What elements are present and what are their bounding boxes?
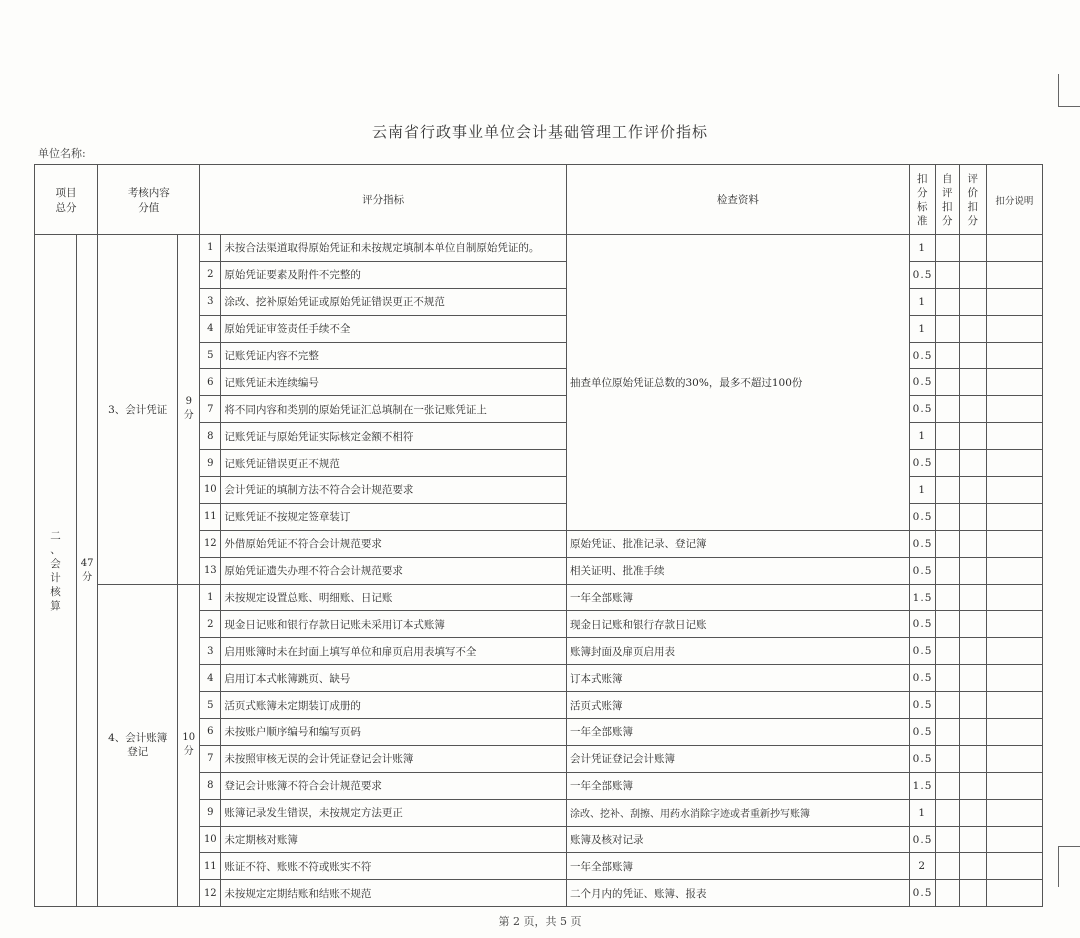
- header-project: 项目 总分: [35, 165, 98, 235]
- crop-mark-top: [1058, 74, 1080, 107]
- self-deduct-cell: [935, 261, 959, 288]
- row-number: 11: [200, 853, 221, 880]
- indicator-text: 原始凭证遗失办理不符合会计规范要求: [221, 557, 567, 584]
- material-text: 相关证明、批准手续: [567, 557, 910, 584]
- note-cell: [986, 423, 1042, 450]
- row-number: 3: [200, 638, 221, 665]
- deduct-standard: 1: [909, 315, 935, 342]
- eval-deduct-cell: [959, 315, 986, 342]
- row-number: 4: [200, 665, 221, 692]
- note-cell: [986, 853, 1042, 880]
- indicator-text: 未按账户顺序编号和编写页码: [221, 719, 567, 746]
- deduct-standard: 0.5: [909, 530, 935, 557]
- table-row: [35, 235, 1043, 262]
- indicator-text: 原始凭证要素及附件不完整的: [221, 261, 567, 288]
- eval-deduct-cell: [959, 745, 986, 772]
- row-number: 10: [200, 826, 221, 853]
- row-number: 11: [200, 503, 221, 530]
- indicator-text: 记账凭证与原始凭证实际核定金额不相符: [221, 423, 567, 450]
- material-text: 现金日记账和银行存款日记账: [567, 611, 910, 638]
- row-number: 6: [200, 369, 221, 396]
- material-text: 订本式账簿: [567, 665, 910, 692]
- row-number: 1: [200, 235, 221, 262]
- project-name: 二 、 会 计 核 算: [35, 235, 77, 907]
- indicator-text: 外借原始凭证不符合会计规范要求: [221, 530, 567, 557]
- indicator-text: 账证不符、账账不符或账实不符: [221, 853, 567, 880]
- self-deduct-cell: [935, 853, 959, 880]
- deduct-standard: 1: [909, 423, 935, 450]
- note-cell: [986, 772, 1042, 799]
- row-number: 10: [200, 477, 221, 504]
- section-name: 4、会计账簿 登记: [98, 584, 178, 907]
- deduct-standard: 1: [909, 235, 935, 262]
- note-cell: [986, 369, 1042, 396]
- self-deduct-cell: [935, 342, 959, 369]
- self-deduct-cell: [935, 745, 959, 772]
- deduct-standard: 2: [909, 853, 935, 880]
- row-number: 5: [200, 342, 221, 369]
- row-number: 13: [200, 557, 221, 584]
- self-deduct-cell: [935, 719, 959, 746]
- self-deduct-cell: [935, 880, 959, 907]
- shared-material: 抽查单位原始凭证总数的30%，最多不超过100份: [567, 235, 910, 531]
- note-cell: [986, 342, 1042, 369]
- note-cell: [986, 719, 1042, 746]
- row-number: 9: [200, 799, 221, 826]
- note-cell: [986, 799, 1042, 826]
- material-text: 一年全部账簿: [567, 719, 910, 746]
- deduct-standard: 1.5: [909, 772, 935, 799]
- row-number: 4: [200, 315, 221, 342]
- material-text: 一年全部账簿: [567, 772, 910, 799]
- self-deduct-cell: [935, 423, 959, 450]
- header-self-deduct: 自 评 扣 分: [935, 165, 959, 235]
- note-cell: [986, 450, 1042, 477]
- deduct-standard: 0.5: [909, 396, 935, 423]
- note-cell: [986, 638, 1042, 665]
- row-number: 9: [200, 450, 221, 477]
- indicator-text: 会计凭证的填制方法不符合会计规范要求: [221, 477, 567, 504]
- self-deduct-cell: [935, 477, 959, 504]
- deduct-standard: 0.5: [909, 880, 935, 907]
- indicator-text: 启用订本式帐簿跳页、缺号: [221, 665, 567, 692]
- self-deduct-cell: [935, 235, 959, 262]
- eval-deduct-cell: [959, 503, 986, 530]
- eval-deduct-cell: [959, 719, 986, 746]
- material-text: 一年全部账簿: [567, 584, 910, 611]
- material-text: 账簿及核对记录: [567, 826, 910, 853]
- row-number: 6: [200, 719, 221, 746]
- eval-deduct-cell: [959, 638, 986, 665]
- self-deduct-cell: [935, 503, 959, 530]
- eval-deduct-cell: [959, 772, 986, 799]
- indicator-text: 现金日记账和银行存款日记账未采用订本式账簿: [221, 611, 567, 638]
- table-row: [35, 584, 1043, 611]
- deduct-standard: 0.5: [909, 450, 935, 477]
- indicator-text: 记账凭证错误更正不规范: [221, 450, 567, 477]
- note-cell: [986, 235, 1042, 262]
- row-number: 5: [200, 692, 221, 719]
- indicator-text: 未按规定定期结账和结账不规范: [221, 880, 567, 907]
- header-materials: 检查资料: [567, 165, 910, 235]
- deduct-standard: 0.5: [909, 503, 935, 530]
- indicator-text: 原始凭证审签责任手续不全: [221, 315, 567, 342]
- header-content: 考核内容 分值: [98, 165, 200, 235]
- section-score: 10 分: [178, 584, 200, 907]
- self-deduct-cell: [935, 557, 959, 584]
- indicator-text: 登记会计账簿不符合会计规范要求: [221, 772, 567, 799]
- eval-deduct-cell: [959, 665, 986, 692]
- material-text: 会计凭证登记会计账簿: [567, 745, 910, 772]
- row-number: 8: [200, 772, 221, 799]
- indicator-text: 未定期核对账簿: [221, 826, 567, 853]
- self-deduct-cell: [935, 288, 959, 315]
- header-deduct-standard: 扣 分 标 准: [909, 165, 935, 235]
- row-number: 2: [200, 611, 221, 638]
- deduct-standard: 1: [909, 288, 935, 315]
- self-deduct-cell: [935, 638, 959, 665]
- material-text: 原始凭证、批准记录、登记簿: [567, 530, 910, 557]
- evaluation-table: [34, 164, 1043, 907]
- eval-deduct-cell: [959, 235, 986, 262]
- eval-deduct-cell: [959, 396, 986, 423]
- note-cell: [986, 584, 1042, 611]
- self-deduct-cell: [935, 450, 959, 477]
- note-cell: [986, 692, 1042, 719]
- indicator-text: 未按照审核无误的会计凭证登记会计账簿: [221, 745, 567, 772]
- self-deduct-cell: [935, 772, 959, 799]
- eval-deduct-cell: [959, 692, 986, 719]
- note-cell: [986, 745, 1042, 772]
- eval-deduct-cell: [959, 611, 986, 638]
- self-deduct-cell: [935, 665, 959, 692]
- eval-deduct-cell: [959, 342, 986, 369]
- indicator-text: 未按规定设置总账、明细账、日记账: [221, 584, 567, 611]
- eval-deduct-cell: [959, 423, 986, 450]
- material-text: 账簿封面及扉页启用表: [567, 638, 910, 665]
- row-number: 12: [200, 880, 221, 907]
- deduct-standard: 0.5: [909, 369, 935, 396]
- note-cell: [986, 288, 1042, 315]
- deduct-standard: 0.5: [909, 342, 935, 369]
- deduct-standard: 0.5: [909, 826, 935, 853]
- self-deduct-cell: [935, 369, 959, 396]
- note-cell: [986, 557, 1042, 584]
- eval-deduct-cell: [959, 261, 986, 288]
- note-cell: [986, 530, 1042, 557]
- material-text: 一年全部账簿: [567, 853, 910, 880]
- deduct-standard: 0.5: [909, 745, 935, 772]
- deduct-standard: 0.5: [909, 638, 935, 665]
- material-text: 涂改、挖补、刮擦、用药水消除字迹或者重新抄写账簿: [567, 799, 910, 826]
- deduct-standard: 0.5: [909, 557, 935, 584]
- unit-name-label: 单位名称:: [38, 147, 86, 160]
- project-score: 47 分: [77, 235, 98, 907]
- self-deduct-cell: [935, 530, 959, 557]
- row-number: 8: [200, 423, 221, 450]
- deduct-standard: 1.5: [909, 584, 935, 611]
- row-number: 7: [200, 396, 221, 423]
- row-number: 1: [200, 584, 221, 611]
- deduct-standard: 0.5: [909, 611, 935, 638]
- indicator-text: 将不同内容和类别的原始凭证汇总填制在一张记账凭证上: [221, 396, 567, 423]
- deduct-standard: 0.5: [909, 665, 935, 692]
- eval-deduct-cell: [959, 477, 986, 504]
- indicator-text: 启用账簿时未在封面上填写单位和扉页启用表填写不全: [221, 638, 567, 665]
- header-eval-deduct: 评 价 扣 分: [959, 165, 986, 235]
- self-deduct-cell: [935, 584, 959, 611]
- note-cell: [986, 611, 1042, 638]
- note-cell: [986, 665, 1042, 692]
- deduct-standard: 0.5: [909, 719, 935, 746]
- row-number: 3: [200, 288, 221, 315]
- note-cell: [986, 396, 1042, 423]
- indicator-text: 账簿记录发生错误，未按规定方法更正: [221, 799, 567, 826]
- note-cell: [986, 261, 1042, 288]
- section-score: 9 分: [178, 235, 200, 585]
- note-cell: [986, 503, 1042, 530]
- self-deduct-cell: [935, 396, 959, 423]
- eval-deduct-cell: [959, 557, 986, 584]
- self-deduct-cell: [935, 692, 959, 719]
- deduct-standard: 0.5: [909, 692, 935, 719]
- indicator-text: 记账凭证不按规定签章装订: [221, 503, 567, 530]
- note-cell: [986, 826, 1042, 853]
- eval-deduct-cell: [959, 826, 986, 853]
- indicator-text: 未按合法渠道取得原始凭证和未按规定填制本单位自制原始凭证的。: [221, 235, 567, 262]
- header-indicator: 评分指标: [200, 165, 567, 235]
- indicator-text: 活页式账簿未定期装订成册的: [221, 692, 567, 719]
- eval-deduct-cell: [959, 288, 986, 315]
- section-name: 3、会计凭证: [98, 235, 178, 585]
- eval-deduct-cell: [959, 450, 986, 477]
- document-title: 云南省行政事业单位会计基础管理工作评价指标: [371, 123, 708, 141]
- eval-deduct-cell: [959, 853, 986, 880]
- row-number: 2: [200, 261, 221, 288]
- eval-deduct-cell: [959, 880, 986, 907]
- self-deduct-cell: [935, 315, 959, 342]
- eval-deduct-cell: [959, 799, 986, 826]
- deduct-standard: 1: [909, 799, 935, 826]
- material-text: 活页式账簿: [567, 692, 910, 719]
- self-deduct-cell: [935, 826, 959, 853]
- material-text: 二个月内的凭证、账簿、报表: [567, 880, 910, 907]
- note-cell: [986, 477, 1042, 504]
- note-cell: [986, 315, 1042, 342]
- row-number: 12: [200, 530, 221, 557]
- note-cell: [986, 880, 1042, 907]
- eval-deduct-cell: [959, 584, 986, 611]
- self-deduct-cell: [935, 799, 959, 826]
- indicator-text: 记账凭证内容不完整: [221, 342, 567, 369]
- deduct-standard: 1: [909, 477, 935, 504]
- eval-deduct-cell: [959, 369, 986, 396]
- eval-deduct-cell: [959, 530, 986, 557]
- deduct-standard: 0.5: [909, 261, 935, 288]
- row-number: 7: [200, 745, 221, 772]
- header-note: 扣分说明: [986, 165, 1042, 235]
- indicator-text: 涂改、挖补原始凭证或原始凭证错误更正不规范: [221, 288, 567, 315]
- self-deduct-cell: [935, 611, 959, 638]
- indicator-text: 记账凭证未连续编号: [221, 369, 567, 396]
- page-footer: 第 2 页，共 5 页: [498, 915, 582, 928]
- crop-mark-bottom: [1058, 846, 1080, 887]
- header-row: [35, 165, 1043, 235]
